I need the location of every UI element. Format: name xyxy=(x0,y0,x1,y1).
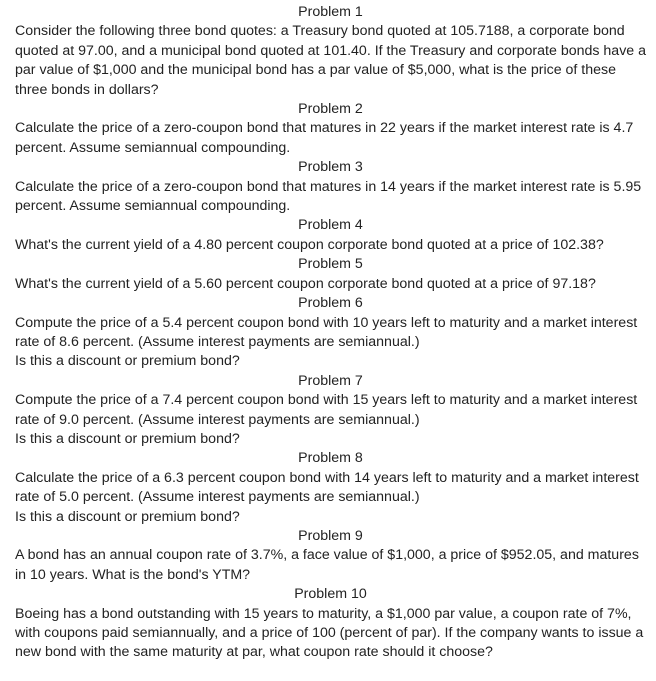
problem-7 xyxy=(15,372,646,450)
problem-5 xyxy=(15,255,646,294)
problem-10 xyxy=(15,585,646,663)
problem-9 xyxy=(15,527,646,585)
problem-text: Compute the price of a 7.4 percent coupon bond with 15 years left to maturity and a market interest rate of 9.0 percent. (Assume interest payments are semiannual.) xyxy=(15,392,638,428)
problem-question: Is this a discount or premium bond? xyxy=(15,353,240,370)
problem-text: Compute the price of a 5.4 percent coupon bond with 10 years left to maturity and a market interest rate of 8.6 percent. (Assume interest payments are semiannual.) xyxy=(15,314,638,350)
problem-text: What's the current yield of a 4.80 percent coupon corporate bond quoted at a price of 102.38? xyxy=(15,236,604,253)
problem-heading: Problem 10 xyxy=(294,586,367,603)
problem-heading: Problem 2 xyxy=(298,101,363,118)
problem-1 xyxy=(15,3,646,100)
problem-question: Is this a discount or premium bond? xyxy=(15,430,240,447)
problem-heading: Problem 1 xyxy=(298,4,363,20)
problem-heading: Problem 6 xyxy=(298,295,363,312)
problem-text: A bond has an annual coupon rate of 3.7%, a face value of $1,000, a price of $952.05, and matures in 10 years. What is the bond's YTM? xyxy=(15,547,639,583)
problem-heading: Problem 8 xyxy=(298,450,363,467)
problem-heading: Problem 7 xyxy=(298,372,363,389)
problem-heading: Problem 9 xyxy=(298,527,363,544)
problem-heading: Problem 5 xyxy=(298,256,363,273)
problem-3 xyxy=(15,158,646,216)
problem-text: Calculate the price of a zero-coupon bond that matures in 14 years if the market interest rate is 5.95 percent. Assume semiannual compounding. xyxy=(15,178,642,215)
problem-4 xyxy=(15,216,646,255)
problem-8 xyxy=(15,449,646,527)
problem-text: What's the current yield of a 5.60 percent coupon corporate bond quoted at a price of 97.18? xyxy=(15,275,596,292)
problem-text: Boeing has a bond outstanding with 15 years to maturity, a $1,000 par value, a coupon rate of 7%, with coupons paid semiannually, and a price of 100 (percent of par). If the company wants to issue a new bond with the same maturity at par, what coupon rate should it choose? xyxy=(15,605,644,661)
problem-6 xyxy=(15,294,646,372)
problem-text: Calculate the price of a 6.3 percent coupon bond with 14 years left to maturity and a market interest rate of 5.0 percent. (Assume interest payments are semiannual.) xyxy=(15,469,639,506)
problem-text: Consider the following three bond quotes: a Treasury bond quoted at 105.7188, a corporate bond quoted at 97.00, and a municipal bond quoted at 101.40. If the Treasury and corporate bonds have a par value of $1,000 and the municipal bond has a par value of $5,000, what is the price of these three bonds in dollars? xyxy=(15,23,647,98)
problem-heading: Problem 4 xyxy=(298,217,363,234)
problem-question: Is this a discount or premium bond? xyxy=(15,508,240,525)
problem-heading: Problem 3 xyxy=(298,159,363,176)
problem-2 xyxy=(15,100,646,158)
problem-text: Calculate the price of a zero-coupon bond that matures in 22 years if the market interest rate is 4.7 percent. Assume semiannual compounding. xyxy=(15,120,634,156)
